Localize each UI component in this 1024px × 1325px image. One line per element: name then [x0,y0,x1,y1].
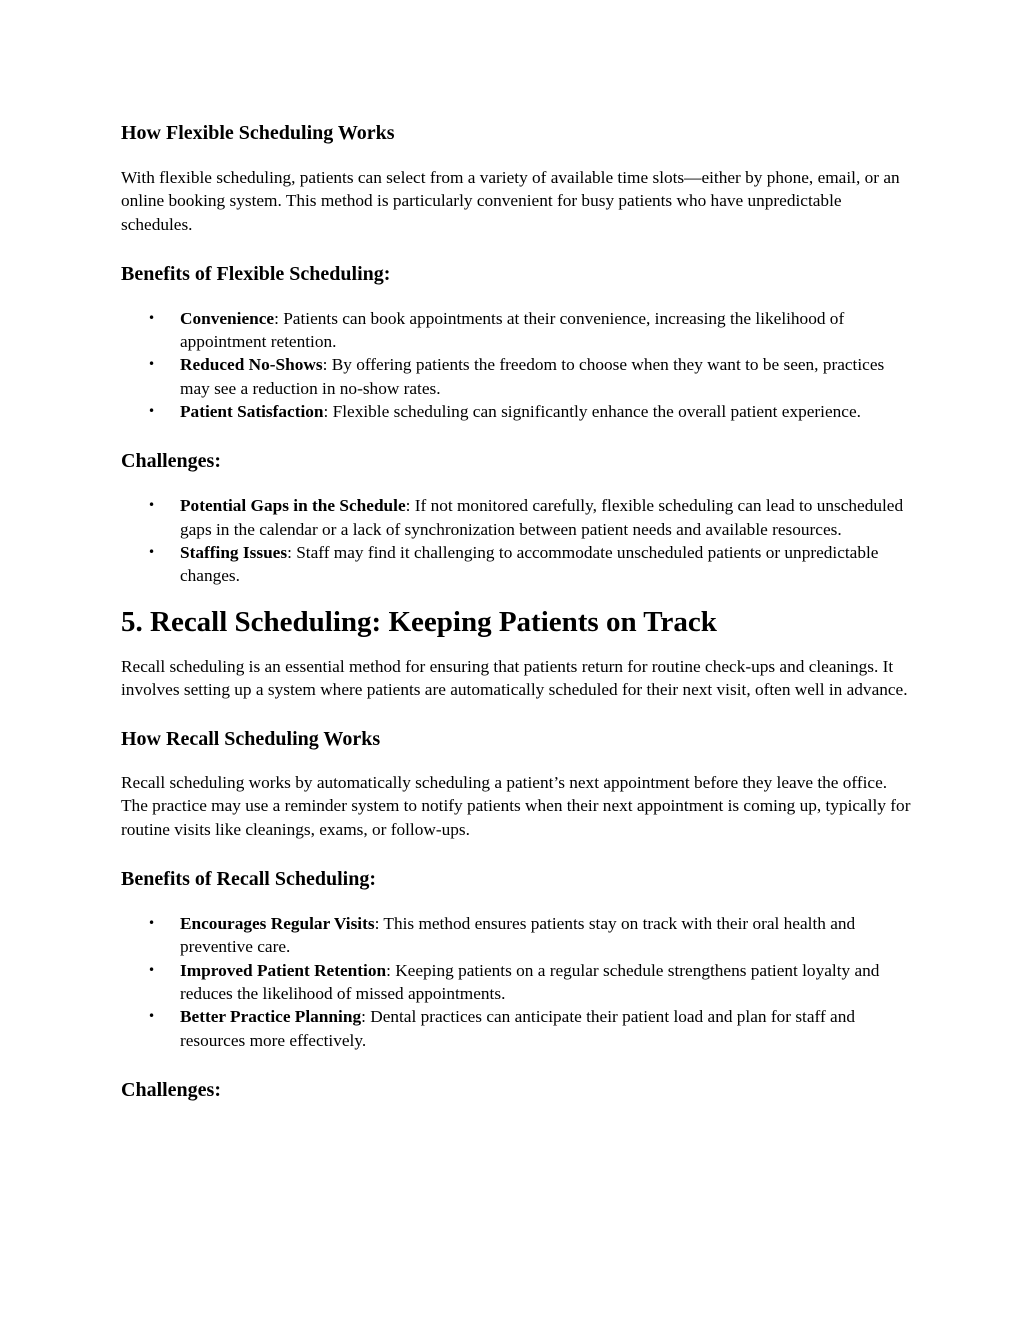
list-item [121,353,911,400]
recall-benefits-heading: Benefits of Recall Scheduling: [121,868,376,891]
benefit-text: : Patients can book appointments at their convenience, increasing the likelihood of appointment retention. [180,308,845,352]
recall-how-heading: How Recall Scheduling Works [121,728,381,751]
benefit-term: Encourages Regular Visits [180,914,375,934]
flexible-challenges-list [121,494,911,587]
list-item [121,912,911,959]
benefit-text: : Dental practices can anticipate their patient load and plan for staff and resources more effectively. [180,1007,856,1050]
challenge-term: Staffing Issues [180,542,288,562]
recall-how-text: Recall scheduling works by automatically scheduling a patient’s next appointment before they leave the office. The practice may use a reminder system to notify patients when their next appointment is coming up, typically for routine visits like cleanings, exams, or follow-ups. [121,773,911,839]
challenge-text: : If not monitored carefully, flexible scheduling can lead to unscheduled gaps in the calendar or a lack of synchronization between patient needs and available resources. [180,496,904,539]
bullet-icon: • [148,404,156,419]
recall-section-title: 5. Recall Scheduling: Keeping Patients on Track [121,605,717,638]
benefit-text: : This method ensures patients stay on track with their oral health and preventive care. [180,914,856,957]
benefit-text: : By offering patients the freedom to choose when they want to be seen, practices may see a reduction in no-show rates. [180,355,885,398]
benefit-term: Better Practice Planning [180,1007,362,1027]
list-item [121,959,911,1006]
bullet-icon: • [148,544,156,559]
recall-intro-text: Recall scheduling is an essential method for ensuring that patients return for routine check-ups and cleanings. It involves setting up a system where patients are automatically scheduled for their next visit, often well in advance. [121,656,908,699]
bullet-icon: • [148,310,156,325]
list-item [121,1005,911,1052]
benefit-term: Patient Satisfaction [180,402,324,422]
flexible-benefits-heading: Benefits of Flexible Scheduling: [121,262,391,285]
benefit-term: Convenience [180,308,275,328]
challenge-term: Potential Gaps in the Schedule [180,496,406,516]
list-item [121,541,911,588]
flexible-how-text: With flexible scheduling, patients can select from a variety of available time slots—either by phone, email, or an online booking system. This method is particularly convenient for busy patients who have unpredictable schedules. [121,168,900,234]
bullet-icon: • [148,357,156,372]
benefit-term: Improved Patient Retention [180,960,387,980]
bullet-icon: • [148,1009,156,1024]
recall-challenges-heading: Challenges: [121,1078,221,1101]
bullet-icon: • [148,498,156,513]
recall-benefits-list [121,912,911,1052]
challenge-text: : Staff may find it challenging to accommodate unscheduled patients or unpredictable changes. [180,542,879,586]
bullet-icon: • [148,962,156,977]
list-item [121,494,911,541]
flexible-how-heading: How Flexible Scheduling Works [121,122,395,144]
benefit-term: Reduced No-Shows [180,355,323,375]
bullet-icon: • [148,916,156,931]
list-item [121,307,911,354]
benefit-text: : Flexible scheduling can significantly enhance the overall patient experience. [323,402,861,422]
benefit-text: : Keeping patients on a regular schedule strengthens patient loyalty and reduces the likelihood of missed appointments. [180,960,880,1003]
document-page [121,118,911,1106]
list-item [121,400,911,423]
flexible-benefits-list [121,307,911,423]
flexible-challenges-heading: Challenges: [121,450,221,473]
